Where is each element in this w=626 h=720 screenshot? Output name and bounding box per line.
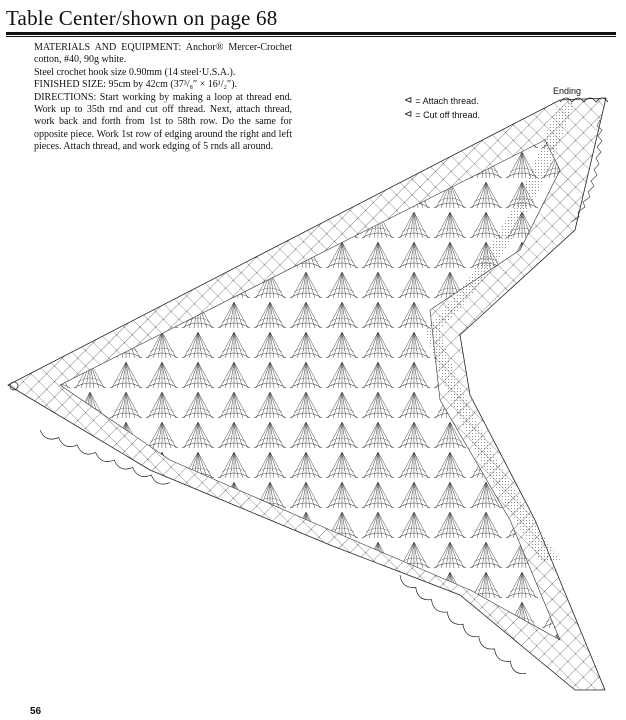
cut-thread-icon: ⊲ bbox=[404, 109, 413, 120]
legend-attach-row bbox=[404, 94, 480, 108]
attach-thread-label: = Attach thread. bbox=[415, 96, 479, 106]
attach-thread-icon: ⊲ bbox=[404, 95, 413, 106]
finished-size-text: FINISHED SIZE: 95cm by 42cm (37³/₈″ × 16¹/₂″). bbox=[34, 79, 238, 91]
page-number: 56 bbox=[30, 706, 42, 717]
page-title: Table Center/shown on page 68 bbox=[6, 6, 278, 30]
cut-thread-label: = Cut off thread. bbox=[415, 110, 481, 120]
directions-text: DIRECTIONS: Start working by making a loop at thread end. Work up to 35th rnd and cut off thread. Next, attach thread, work back and forth from 1st to 58th row. Do the same for opposite piece. Work 1st row of edging around the right and left pieces. Attach thread, and work edging of 5 rnds all around. bbox=[34, 91, 292, 153]
hook-text: Steel crochet hook size 0.90mm (14 steel·U.S.A.). bbox=[34, 66, 236, 78]
materials-text: MATERIALS AND EQUIPMENT: Anchor® Mercer-Crochet cotton, #40, 90g white. bbox=[34, 42, 292, 66]
stitch-legend bbox=[404, 94, 480, 122]
ending-label: Ending bbox=[553, 86, 582, 96]
legend-cut-row bbox=[404, 108, 480, 122]
